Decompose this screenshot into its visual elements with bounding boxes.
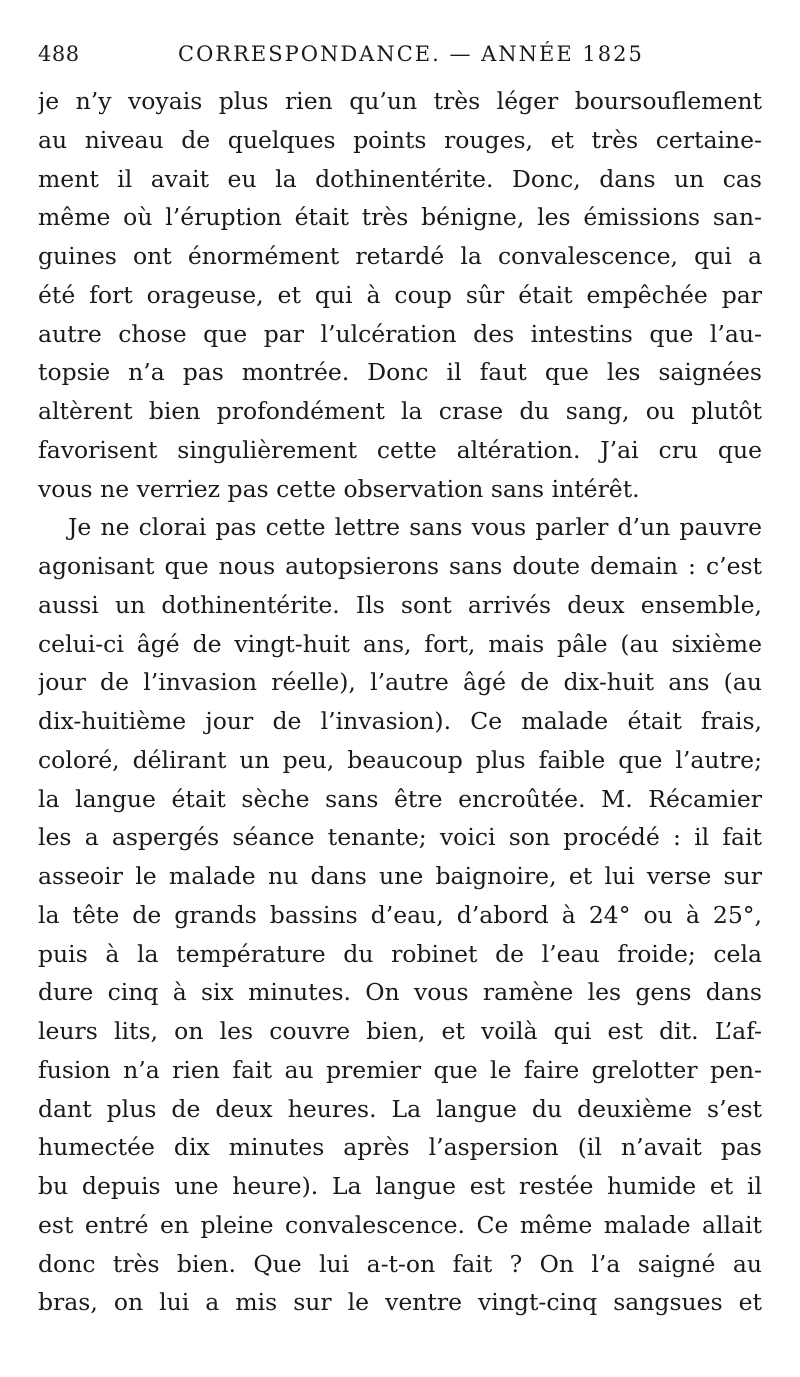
- text-line: dix-huitième jour de l’invasion). Ce malade était frais,: [38, 707, 762, 735]
- text-line: été fort orageuse, et qui à coup sûr était empêchée par: [38, 280, 762, 309]
- text-line: vous ne verriez pas cette observation sans intérêt.: [38, 474, 640, 503]
- text-line: agonisant que nous autopsierons sans doute demain : c’est: [38, 552, 762, 580]
- text-line: autre chose que par l’ulcération des intestins que l’au-: [38, 319, 762, 348]
- text-line: leurs lits, on les couvre bien, et voilà qui est dit. L’af-: [38, 1017, 762, 1045]
- text-line: au niveau de quelques points rouges, et très certaine-: [38, 125, 762, 154]
- text-line: bras, on lui a mis sur le ventre vingt-cinq sangsues et: [38, 1288, 762, 1317]
- text-line: dure cinq à six minutes. On vous ramène les gens dans: [38, 978, 762, 1007]
- text-line: même où l’éruption était très bénigne, les émissions san-: [38, 203, 762, 232]
- text-line: je n’y voyais plus rien qu’un très léger boursouflement: [38, 87, 762, 115]
- paragraph-2: [38, 508, 762, 1322]
- page-header: [38, 36, 762, 76]
- page-number: 488: [38, 42, 80, 66]
- text-line: topsie n’a pas montrée. Donc il faut que les saignées: [38, 358, 762, 387]
- text-line: guines ont énormément retardé la convalescence, qui a: [38, 242, 762, 270]
- text-line: humectée dix minutes après l’aspersion (il n’avait pas: [38, 1133, 762, 1162]
- text-line: donc très bien. Que lui a-t-on fait ? On l’a saigné au: [38, 1249, 762, 1278]
- running-head: CORRESPONDANCE. — ANNÉE 1825: [178, 42, 644, 66]
- text-line: Je ne clorai pas cette lettre sans vous parler d’un pauvre: [68, 513, 762, 542]
- text-line: asseoir le malade nu dans une baignoire, et lui verse sur: [38, 862, 762, 890]
- text-line: jour de l’invasion réelle), l’autre âgé de dix-huit ans (au: [38, 668, 762, 697]
- text-line: aussi un dothinentérite. Ils sont arrivés deux ensemble,: [38, 590, 762, 619]
- body-text: [38, 82, 762, 1322]
- text-line: altèrent bien profondément la crase du sang, ou plutôt: [38, 397, 762, 425]
- text-line: fusion n’a rien fait au premier que le faire grelotter pen-: [38, 1055, 762, 1084]
- text-line: dant plus de deux heures. La langue du deuxième s’est: [38, 1094, 762, 1123]
- text-line: les a aspergés séance tenante; voici son procédé : il fait: [38, 823, 762, 852]
- text-line: puis à la température du robinet de l’eau froide; cela: [38, 939, 762, 968]
- paragraph-1: [38, 82, 762, 508]
- text-line: la langue était sèche sans être encroûtée. M. Récamier: [38, 784, 762, 813]
- text-line: la tête de grands bassins d’eau, d’abord à 24° ou à 25°,: [38, 900, 762, 929]
- text-line: est entré en pleine convalescence. Ce même malade allait: [38, 1210, 762, 1239]
- text-line: coloré, délirant un peu, beaucoup plus faible que l’autre;: [38, 745, 762, 774]
- text-line: favorisent singulièrement cette altération. J’ai cru que: [38, 435, 762, 464]
- text-line: celui-ci âgé de vingt-huit ans, fort, mais pâle (au sixième: [38, 629, 762, 658]
- text-line: ment il avait eu la dothinentérite. Donc, dans un cas: [38, 164, 762, 193]
- text-line: bu depuis une heure). La langue est restée humide et il: [38, 1172, 762, 1200]
